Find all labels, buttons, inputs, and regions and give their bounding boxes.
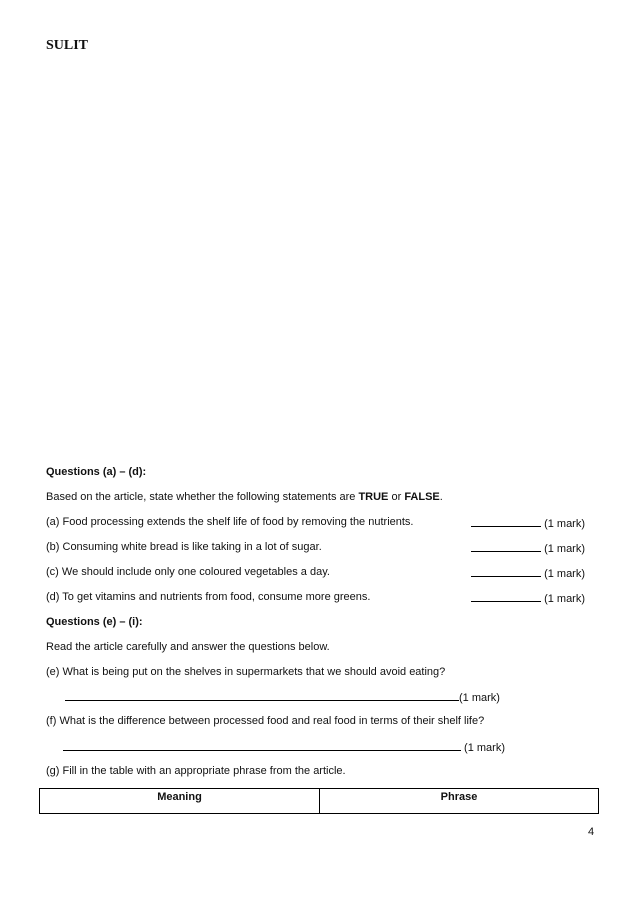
question-c-mark: (1 mark) xyxy=(544,568,586,580)
answer-blank-d[interactable] xyxy=(471,591,541,602)
question-c-text: (c) We should include only one coloured vegetables a day. xyxy=(46,566,330,578)
question-d xyxy=(46,591,586,603)
phrase-table xyxy=(39,788,599,814)
question-b xyxy=(46,541,586,553)
question-d-text: (d) To get vitamins and nutrients from food, consume more greens. xyxy=(46,591,371,603)
answer-blank-f[interactable] xyxy=(63,740,461,751)
answer-line-f xyxy=(63,740,505,754)
question-f-mark: (1 mark) xyxy=(461,742,505,754)
answer-blank-b[interactable] xyxy=(471,541,541,552)
question-e-mark: (1 mark) xyxy=(459,692,500,704)
section-heading-a-d: Questions (a) – (d): xyxy=(46,466,147,478)
instruction-end: . xyxy=(439,491,443,503)
page-number: 4 xyxy=(588,826,595,838)
true-word: TRUE xyxy=(358,491,389,503)
instruction-true-false xyxy=(46,491,443,503)
section-heading-e-i: Questions (e) – (i): xyxy=(46,616,143,628)
question-f-text: (f) What is the difference between processed food and real food in terms of their shelf life? xyxy=(46,715,485,727)
question-a-mark: (1 mark) xyxy=(544,518,586,530)
table-header-phrase: Phrase xyxy=(320,789,599,814)
instruction-text: Based on the article, state whether the following statements are xyxy=(46,491,359,503)
question-b-text: (b) Consuming white bread is like taking in a lot of sugar. xyxy=(46,541,322,553)
answer-line-e xyxy=(65,690,500,704)
question-c xyxy=(46,566,586,578)
answer-blank-a[interactable] xyxy=(471,516,541,527)
false-word: FALSE xyxy=(404,491,440,503)
answer-blank-c[interactable] xyxy=(471,566,541,577)
or-word: or xyxy=(388,491,405,503)
question-e-text: (e) What is being put on the shelves in supermarkets that we should avoid eating? xyxy=(46,666,446,678)
question-b-mark: (1 mark) xyxy=(544,543,586,555)
instruction-read-article: Read the article carefully and answer the questions below. xyxy=(46,641,330,653)
header-mark: SULIT xyxy=(46,38,89,53)
table-header-row xyxy=(40,789,599,814)
table-header-meaning: Meaning xyxy=(40,789,320,814)
question-d-mark: (1 mark) xyxy=(544,593,586,605)
question-a-text: (a) Food processing extends the shelf life of food by removing the nutrients. xyxy=(46,516,414,528)
question-g-text: (g) Fill in the table with an appropriate phrase from the article. xyxy=(46,765,346,777)
question-a xyxy=(46,516,586,528)
answer-blank-e[interactable] xyxy=(65,690,459,701)
